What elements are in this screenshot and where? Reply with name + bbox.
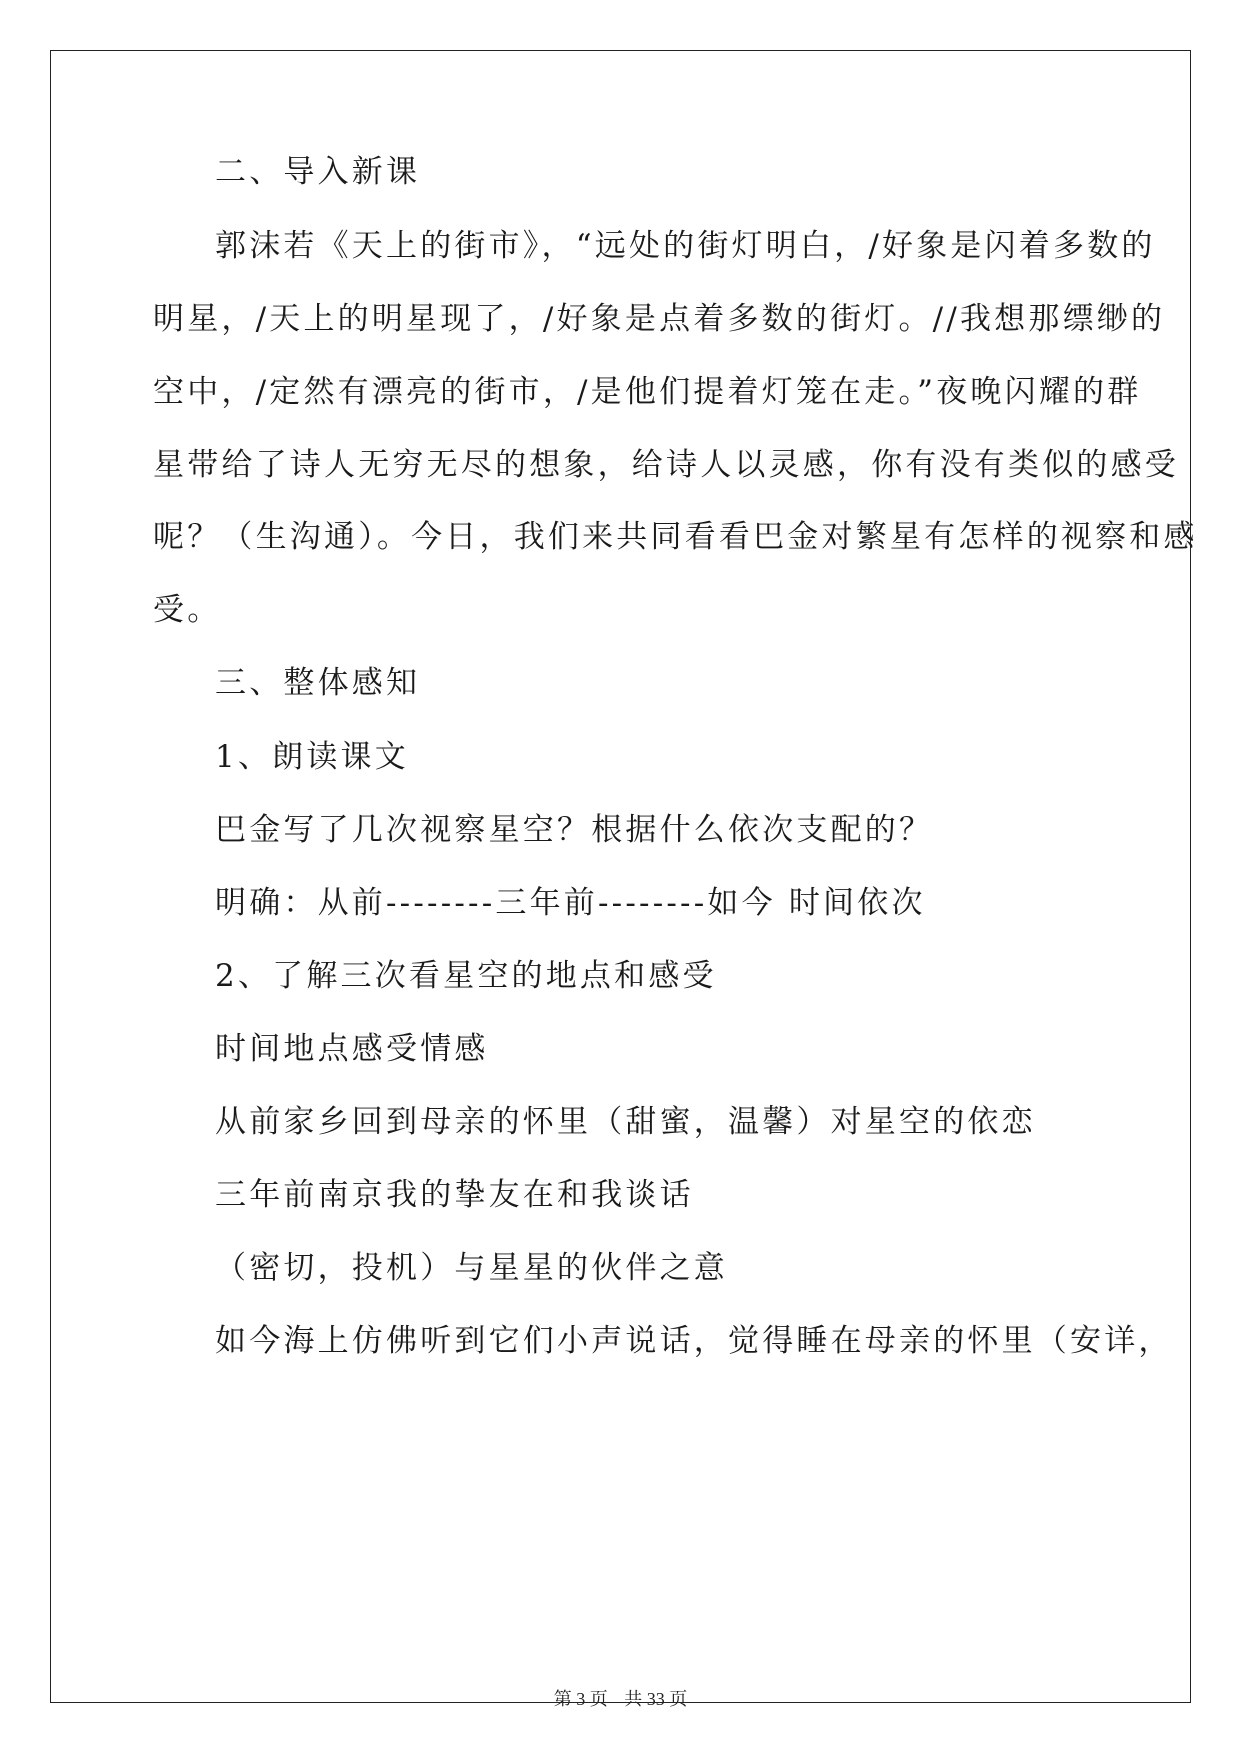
paragraph-line: 明星，/天上的明星现了，/好象是点着多数的街灯。//我想那缥缈的 (153, 301, 1166, 337)
paragraph-line: 三年前南京我的挚友在和我谈话 (215, 1177, 694, 1213)
paragraph-line: 呢？（生沟通）。今日，我们来共同看看巴金对繁星有怎样的视察和感 (153, 519, 1198, 555)
paragraph-line: 时间地点感受情感 (215, 1031, 489, 1067)
page-border (50, 50, 1191, 1703)
paragraph-line: 空中，/定然有漂亮的街市，/是他们提着灯笼在走。”夜晚闪耀的群 (153, 374, 1142, 410)
paragraph-line: 明确：从前--------三年前--------如今 时间依次 (215, 885, 926, 921)
section-heading: 二、导入新课 (215, 154, 421, 190)
paragraph-line: （密切，投机）与星星的伙伴之意 (215, 1250, 728, 1286)
paragraph-line: 如今海上仿佛听到它们小声说话，觉得睡在母亲的怀里（安详， (215, 1323, 1173, 1359)
paragraph-line: 郭沫若《天上的街市》，“远处的街灯明白，/好象是闪着多数的 (215, 228, 1156, 264)
paragraph-line: 星带给了诗人无穷无尽的想象，给诗人以灵感，你有没有类似的感受 (153, 447, 1179, 483)
section-heading: 三、整体感知 (215, 665, 421, 701)
paragraph-line: 2、了解三次看星空的地点和感受 (215, 958, 717, 994)
paragraph-line: 从前家乡回到母亲的怀里（甜蜜，温馨）对星空的依恋 (215, 1104, 1036, 1140)
page-number: 第 3 页 (553, 1689, 608, 1709)
paragraph-line: 巴金写了几次视察星空？根据什么依次支配的？ (215, 812, 934, 848)
page-total: 共 33 页 (624, 1689, 688, 1709)
page-footer (0, 1685, 1241, 1711)
paragraph-line: 1、朗读课文 (215, 739, 409, 775)
paragraph-line: 受。 (153, 592, 222, 628)
